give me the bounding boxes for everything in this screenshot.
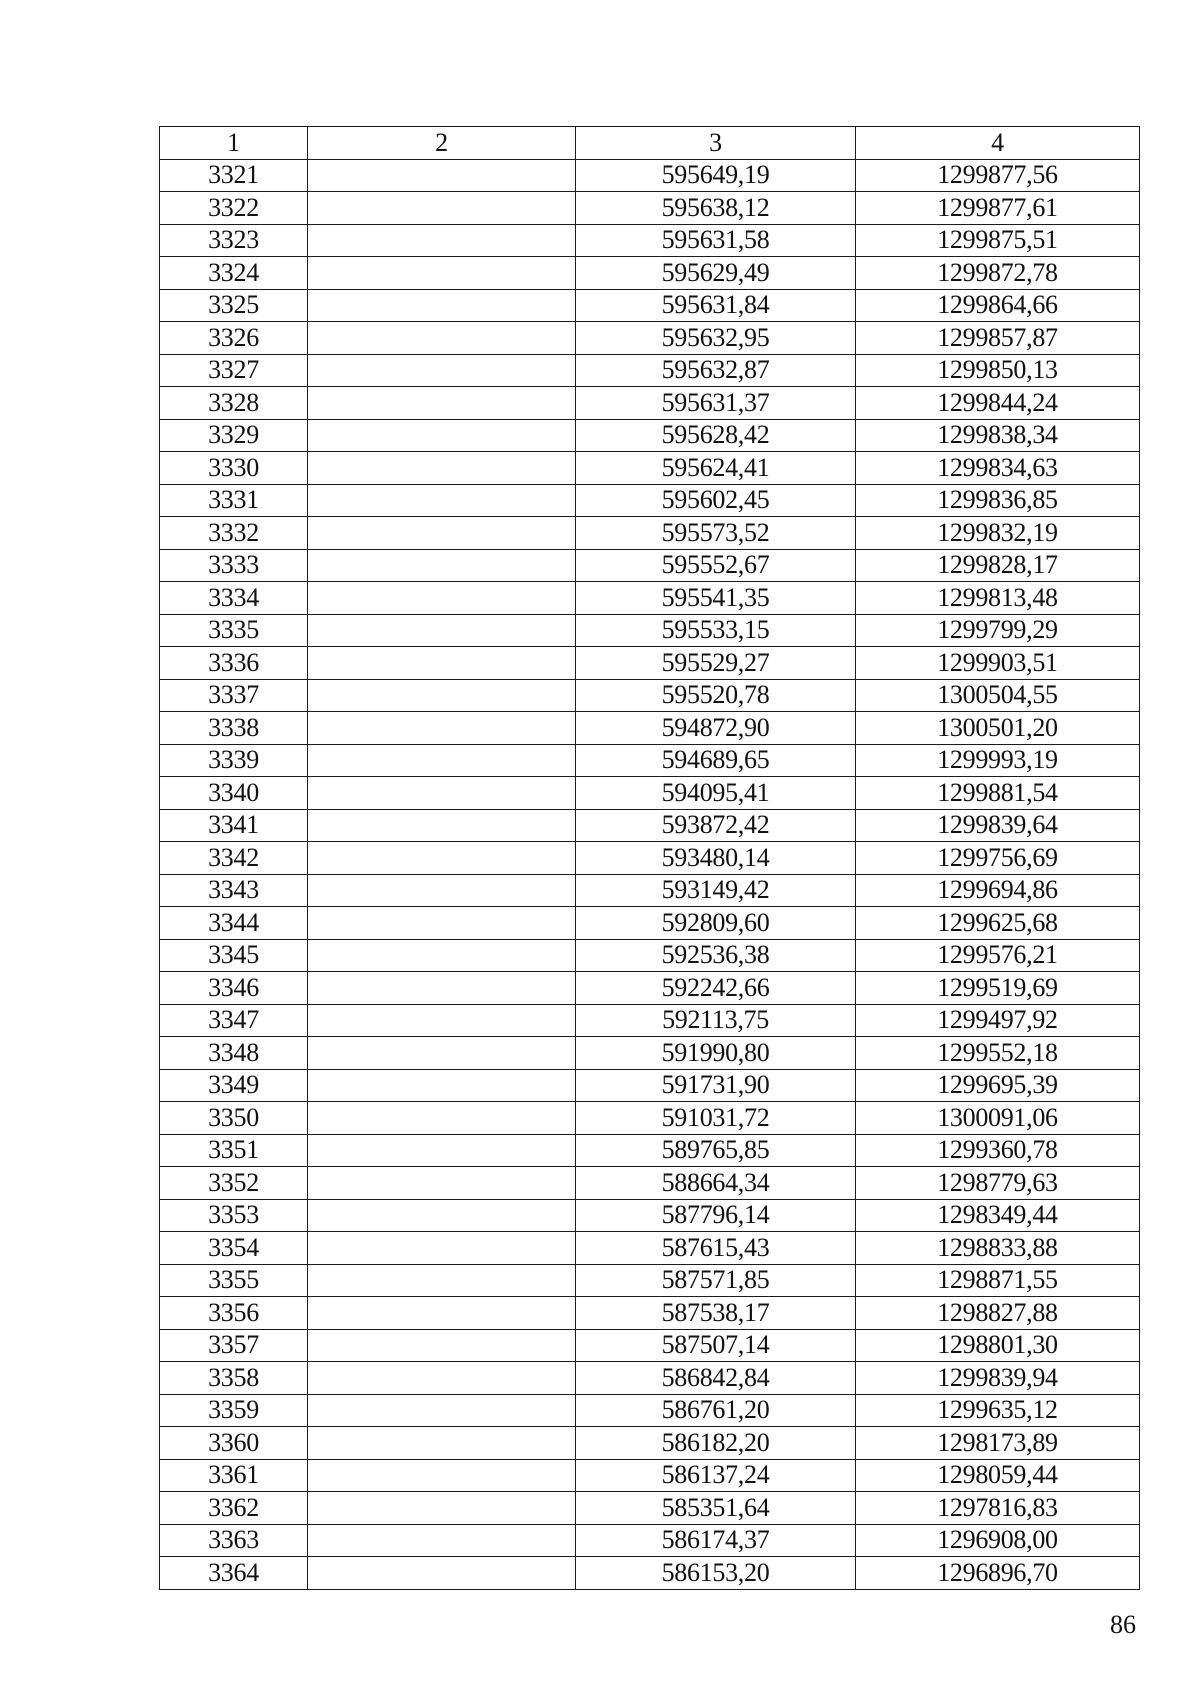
point-number-cell: 3342	[160, 842, 308, 875]
table-row	[160, 1394, 1140, 1427]
empty-cell	[308, 582, 576, 615]
y-coordinate-cell: 1299877,61	[856, 192, 1140, 225]
x-coordinate-cell: 595632,95	[576, 322, 856, 355]
point-number-cell: 3338	[160, 712, 308, 745]
empty-cell	[308, 809, 576, 842]
empty-cell	[308, 517, 576, 550]
empty-cell	[308, 1264, 576, 1297]
table-row	[160, 972, 1140, 1005]
point-number-cell: 3348	[160, 1037, 308, 1070]
x-coordinate-cell: 586153,20	[576, 1557, 856, 1590]
x-coordinate-cell: 592242,66	[576, 972, 856, 1005]
coordinates-table	[159, 126, 1140, 1590]
y-coordinate-cell: 1299839,94	[856, 1362, 1140, 1395]
point-number-cell: 3337	[160, 679, 308, 712]
x-coordinate-cell: 595631,37	[576, 387, 856, 420]
table-row	[160, 809, 1140, 842]
empty-cell	[308, 1524, 576, 1557]
y-coordinate-cell: 1299993,19	[856, 744, 1140, 777]
table-row	[160, 1037, 1140, 1070]
x-coordinate-cell: 592113,75	[576, 1004, 856, 1037]
y-coordinate-cell: 1298827,88	[856, 1297, 1140, 1330]
point-number-cell: 3363	[160, 1524, 308, 1557]
empty-cell	[308, 192, 576, 225]
x-coordinate-cell: 595629,49	[576, 257, 856, 290]
table-row	[160, 1102, 1140, 1135]
x-coordinate-cell: 593872,42	[576, 809, 856, 842]
y-coordinate-cell: 1299844,24	[856, 387, 1140, 420]
point-number-cell: 3336	[160, 647, 308, 680]
empty-cell	[308, 1167, 576, 1200]
x-coordinate-cell: 587507,14	[576, 1329, 856, 1362]
empty-cell	[308, 1394, 576, 1427]
point-number-cell: 3325	[160, 289, 308, 322]
table-row	[160, 192, 1140, 225]
y-coordinate-cell: 1299877,56	[856, 159, 1140, 192]
y-coordinate-cell: 1299881,54	[856, 777, 1140, 810]
empty-cell	[308, 1004, 576, 1037]
x-coordinate-cell: 595573,52	[576, 517, 856, 550]
y-coordinate-cell: 1299799,29	[856, 614, 1140, 647]
table-row	[160, 452, 1140, 485]
x-coordinate-cell: 595533,15	[576, 614, 856, 647]
y-coordinate-cell: 1299552,18	[856, 1037, 1140, 1070]
empty-cell	[308, 549, 576, 582]
table-row	[160, 354, 1140, 387]
y-coordinate-cell: 1299360,78	[856, 1134, 1140, 1167]
point-number-cell: 3327	[160, 354, 308, 387]
y-coordinate-cell: 1298173,89	[856, 1427, 1140, 1460]
point-number-cell: 3356	[160, 1297, 308, 1330]
table-row	[160, 1167, 1140, 1200]
table-row	[160, 777, 1140, 810]
empty-cell	[308, 1427, 576, 1460]
point-number-cell: 3344	[160, 907, 308, 940]
table-row	[160, 744, 1140, 777]
empty-cell	[308, 1037, 576, 1070]
empty-cell	[308, 257, 576, 290]
x-coordinate-cell: 595631,58	[576, 224, 856, 257]
point-number-cell: 3328	[160, 387, 308, 420]
x-coordinate-cell: 593149,42	[576, 874, 856, 907]
x-coordinate-cell: 588664,34	[576, 1167, 856, 1200]
empty-cell	[308, 1134, 576, 1167]
table-row	[160, 549, 1140, 582]
table-row	[160, 257, 1140, 290]
point-number-cell: 3345	[160, 939, 308, 972]
x-coordinate-cell: 594095,41	[576, 777, 856, 810]
table-row	[160, 679, 1140, 712]
y-coordinate-cell: 1299903,51	[856, 647, 1140, 680]
x-coordinate-cell: 586761,20	[576, 1394, 856, 1427]
table-row	[160, 484, 1140, 517]
empty-cell	[308, 1102, 576, 1135]
point-number-cell: 3364	[160, 1557, 308, 1590]
x-coordinate-cell: 595649,19	[576, 159, 856, 192]
y-coordinate-cell: 1299838,34	[856, 419, 1140, 452]
x-coordinate-cell: 591031,72	[576, 1102, 856, 1135]
coordinates-table-container	[159, 126, 1139, 1590]
table-row	[160, 387, 1140, 420]
table-row	[160, 582, 1140, 615]
point-number-cell: 3349	[160, 1069, 308, 1102]
empty-cell	[308, 159, 576, 192]
x-coordinate-cell: 593480,14	[576, 842, 856, 875]
y-coordinate-cell: 1299836,85	[856, 484, 1140, 517]
table-row	[160, 517, 1140, 550]
point-number-cell: 3334	[160, 582, 308, 615]
table-row	[160, 224, 1140, 257]
table-row	[160, 419, 1140, 452]
empty-cell	[308, 842, 576, 875]
point-number-cell: 3359	[160, 1394, 308, 1427]
x-coordinate-cell: 595638,12	[576, 192, 856, 225]
x-coordinate-cell: 595632,87	[576, 354, 856, 387]
point-number-cell: 3358	[160, 1362, 308, 1395]
point-number-cell: 3339	[160, 744, 308, 777]
y-coordinate-cell: 1299839,64	[856, 809, 1140, 842]
empty-cell	[308, 712, 576, 745]
empty-cell	[308, 1069, 576, 1102]
point-number-cell: 3362	[160, 1492, 308, 1525]
table-row	[160, 322, 1140, 355]
point-number-cell: 3354	[160, 1232, 308, 1265]
x-coordinate-cell: 587571,85	[576, 1264, 856, 1297]
x-coordinate-cell: 592536,38	[576, 939, 856, 972]
empty-cell	[308, 614, 576, 647]
empty-cell	[308, 1199, 576, 1232]
table-row	[160, 1134, 1140, 1167]
y-coordinate-cell: 1299834,63	[856, 452, 1140, 485]
column-header-1: 1	[160, 127, 308, 160]
empty-cell	[308, 1329, 576, 1362]
table-header-row	[160, 127, 1140, 160]
point-number-cell: 3340	[160, 777, 308, 810]
point-number-cell: 3333	[160, 549, 308, 582]
x-coordinate-cell: 586182,20	[576, 1427, 856, 1460]
empty-cell	[308, 1362, 576, 1395]
x-coordinate-cell: 586137,24	[576, 1459, 856, 1492]
x-coordinate-cell: 595631,84	[576, 289, 856, 322]
point-number-cell: 3357	[160, 1329, 308, 1362]
point-number-cell: 3360	[160, 1427, 308, 1460]
page-number: 86	[1110, 1610, 1136, 1639]
y-coordinate-cell: 1299497,92	[856, 1004, 1140, 1037]
y-coordinate-cell: 1299872,78	[856, 257, 1140, 290]
table-row	[160, 907, 1140, 940]
y-coordinate-cell: 1299694,86	[856, 874, 1140, 907]
y-coordinate-cell: 1299625,68	[856, 907, 1140, 940]
y-coordinate-cell: 1298779,63	[856, 1167, 1140, 1200]
empty-cell	[308, 1232, 576, 1265]
table-row	[160, 159, 1140, 192]
x-coordinate-cell: 592809,60	[576, 907, 856, 940]
empty-cell	[308, 972, 576, 1005]
x-coordinate-cell: 587796,14	[576, 1199, 856, 1232]
table-row	[160, 1557, 1140, 1590]
empty-cell	[308, 452, 576, 485]
point-number-cell: 3361	[160, 1459, 308, 1492]
y-coordinate-cell: 1299864,66	[856, 289, 1140, 322]
table-row	[160, 1329, 1140, 1362]
point-number-cell: 3347	[160, 1004, 308, 1037]
table-row	[160, 289, 1140, 322]
point-number-cell: 3329	[160, 419, 308, 452]
empty-cell	[308, 387, 576, 420]
table-row	[160, 647, 1140, 680]
empty-cell	[308, 777, 576, 810]
x-coordinate-cell: 595624,41	[576, 452, 856, 485]
point-number-cell: 3331	[160, 484, 308, 517]
point-number-cell: 3323	[160, 224, 308, 257]
x-coordinate-cell: 586174,37	[576, 1524, 856, 1557]
x-coordinate-cell: 589765,85	[576, 1134, 856, 1167]
column-header-2: 2	[308, 127, 576, 160]
empty-cell	[308, 354, 576, 387]
y-coordinate-cell: 1298349,44	[856, 1199, 1140, 1232]
point-number-cell: 3332	[160, 517, 308, 550]
y-coordinate-cell: 1296896,70	[856, 1557, 1140, 1590]
empty-cell	[308, 419, 576, 452]
y-coordinate-cell: 1299576,21	[856, 939, 1140, 972]
empty-cell	[308, 484, 576, 517]
y-coordinate-cell: 1299832,19	[856, 517, 1140, 550]
empty-cell	[308, 939, 576, 972]
empty-cell	[308, 647, 576, 680]
point-number-cell: 3335	[160, 614, 308, 647]
point-number-cell: 3346	[160, 972, 308, 1005]
point-number-cell: 3324	[160, 257, 308, 290]
point-number-cell: 3352	[160, 1167, 308, 1200]
x-coordinate-cell: 595602,45	[576, 484, 856, 517]
empty-cell	[308, 1492, 576, 1525]
point-number-cell: 3343	[160, 874, 308, 907]
empty-cell	[308, 744, 576, 777]
empty-cell	[308, 679, 576, 712]
table-row	[160, 939, 1140, 972]
point-number-cell: 3321	[160, 159, 308, 192]
empty-cell	[308, 224, 576, 257]
empty-cell	[308, 322, 576, 355]
table-row	[160, 842, 1140, 875]
table-row	[160, 1069, 1140, 1102]
point-number-cell: 3322	[160, 192, 308, 225]
y-coordinate-cell: 1299828,17	[856, 549, 1140, 582]
empty-cell	[308, 907, 576, 940]
point-number-cell: 3351	[160, 1134, 308, 1167]
x-coordinate-cell: 595552,67	[576, 549, 856, 582]
table-row	[160, 712, 1140, 745]
x-coordinate-cell: 586842,84	[576, 1362, 856, 1395]
y-coordinate-cell: 1299635,12	[856, 1394, 1140, 1427]
column-header-3: 3	[576, 127, 856, 160]
y-coordinate-cell: 1299695,39	[856, 1069, 1140, 1102]
x-coordinate-cell: 587615,43	[576, 1232, 856, 1265]
table-row	[160, 874, 1140, 907]
point-number-cell: 3350	[160, 1102, 308, 1135]
table-row	[160, 1297, 1140, 1330]
y-coordinate-cell: 1299857,87	[856, 322, 1140, 355]
empty-cell	[308, 289, 576, 322]
column-header-4: 4	[856, 127, 1140, 160]
table-row	[160, 1524, 1140, 1557]
table-row	[160, 1427, 1140, 1460]
y-coordinate-cell: 1296908,00	[856, 1524, 1140, 1557]
table-row	[160, 1362, 1140, 1395]
x-coordinate-cell: 595529,27	[576, 647, 856, 680]
table-row	[160, 614, 1140, 647]
x-coordinate-cell: 594872,90	[576, 712, 856, 745]
y-coordinate-cell: 1299813,48	[856, 582, 1140, 615]
y-coordinate-cell: 1299875,51	[856, 224, 1140, 257]
y-coordinate-cell: 1299850,13	[856, 354, 1140, 387]
point-number-cell: 3326	[160, 322, 308, 355]
empty-cell	[308, 1297, 576, 1330]
y-coordinate-cell: 1297816,83	[856, 1492, 1140, 1525]
x-coordinate-cell: 595628,42	[576, 419, 856, 452]
empty-cell	[308, 1557, 576, 1590]
table-row	[160, 1232, 1140, 1265]
table-body	[160, 159, 1140, 1589]
point-number-cell: 3341	[160, 809, 308, 842]
y-coordinate-cell: 1298833,88	[856, 1232, 1140, 1265]
point-number-cell: 3330	[160, 452, 308, 485]
table-row	[160, 1264, 1140, 1297]
y-coordinate-cell: 1300501,20	[856, 712, 1140, 745]
x-coordinate-cell: 595541,35	[576, 582, 856, 615]
x-coordinate-cell: 585351,64	[576, 1492, 856, 1525]
empty-cell	[308, 874, 576, 907]
y-coordinate-cell: 1300504,55	[856, 679, 1140, 712]
x-coordinate-cell: 594689,65	[576, 744, 856, 777]
empty-cell	[308, 1459, 576, 1492]
y-coordinate-cell: 1299756,69	[856, 842, 1140, 875]
x-coordinate-cell: 591990,80	[576, 1037, 856, 1070]
table-row	[160, 1199, 1140, 1232]
x-coordinate-cell: 587538,17	[576, 1297, 856, 1330]
y-coordinate-cell: 1300091,06	[856, 1102, 1140, 1135]
x-coordinate-cell: 591731,90	[576, 1069, 856, 1102]
table-row	[160, 1492, 1140, 1525]
y-coordinate-cell: 1298059,44	[856, 1459, 1140, 1492]
point-number-cell: 3353	[160, 1199, 308, 1232]
point-number-cell: 3355	[160, 1264, 308, 1297]
y-coordinate-cell: 1299519,69	[856, 972, 1140, 1005]
table-row	[160, 1459, 1140, 1492]
y-coordinate-cell: 1298871,55	[856, 1264, 1140, 1297]
table-row	[160, 1004, 1140, 1037]
x-coordinate-cell: 595520,78	[576, 679, 856, 712]
y-coordinate-cell: 1298801,30	[856, 1329, 1140, 1362]
